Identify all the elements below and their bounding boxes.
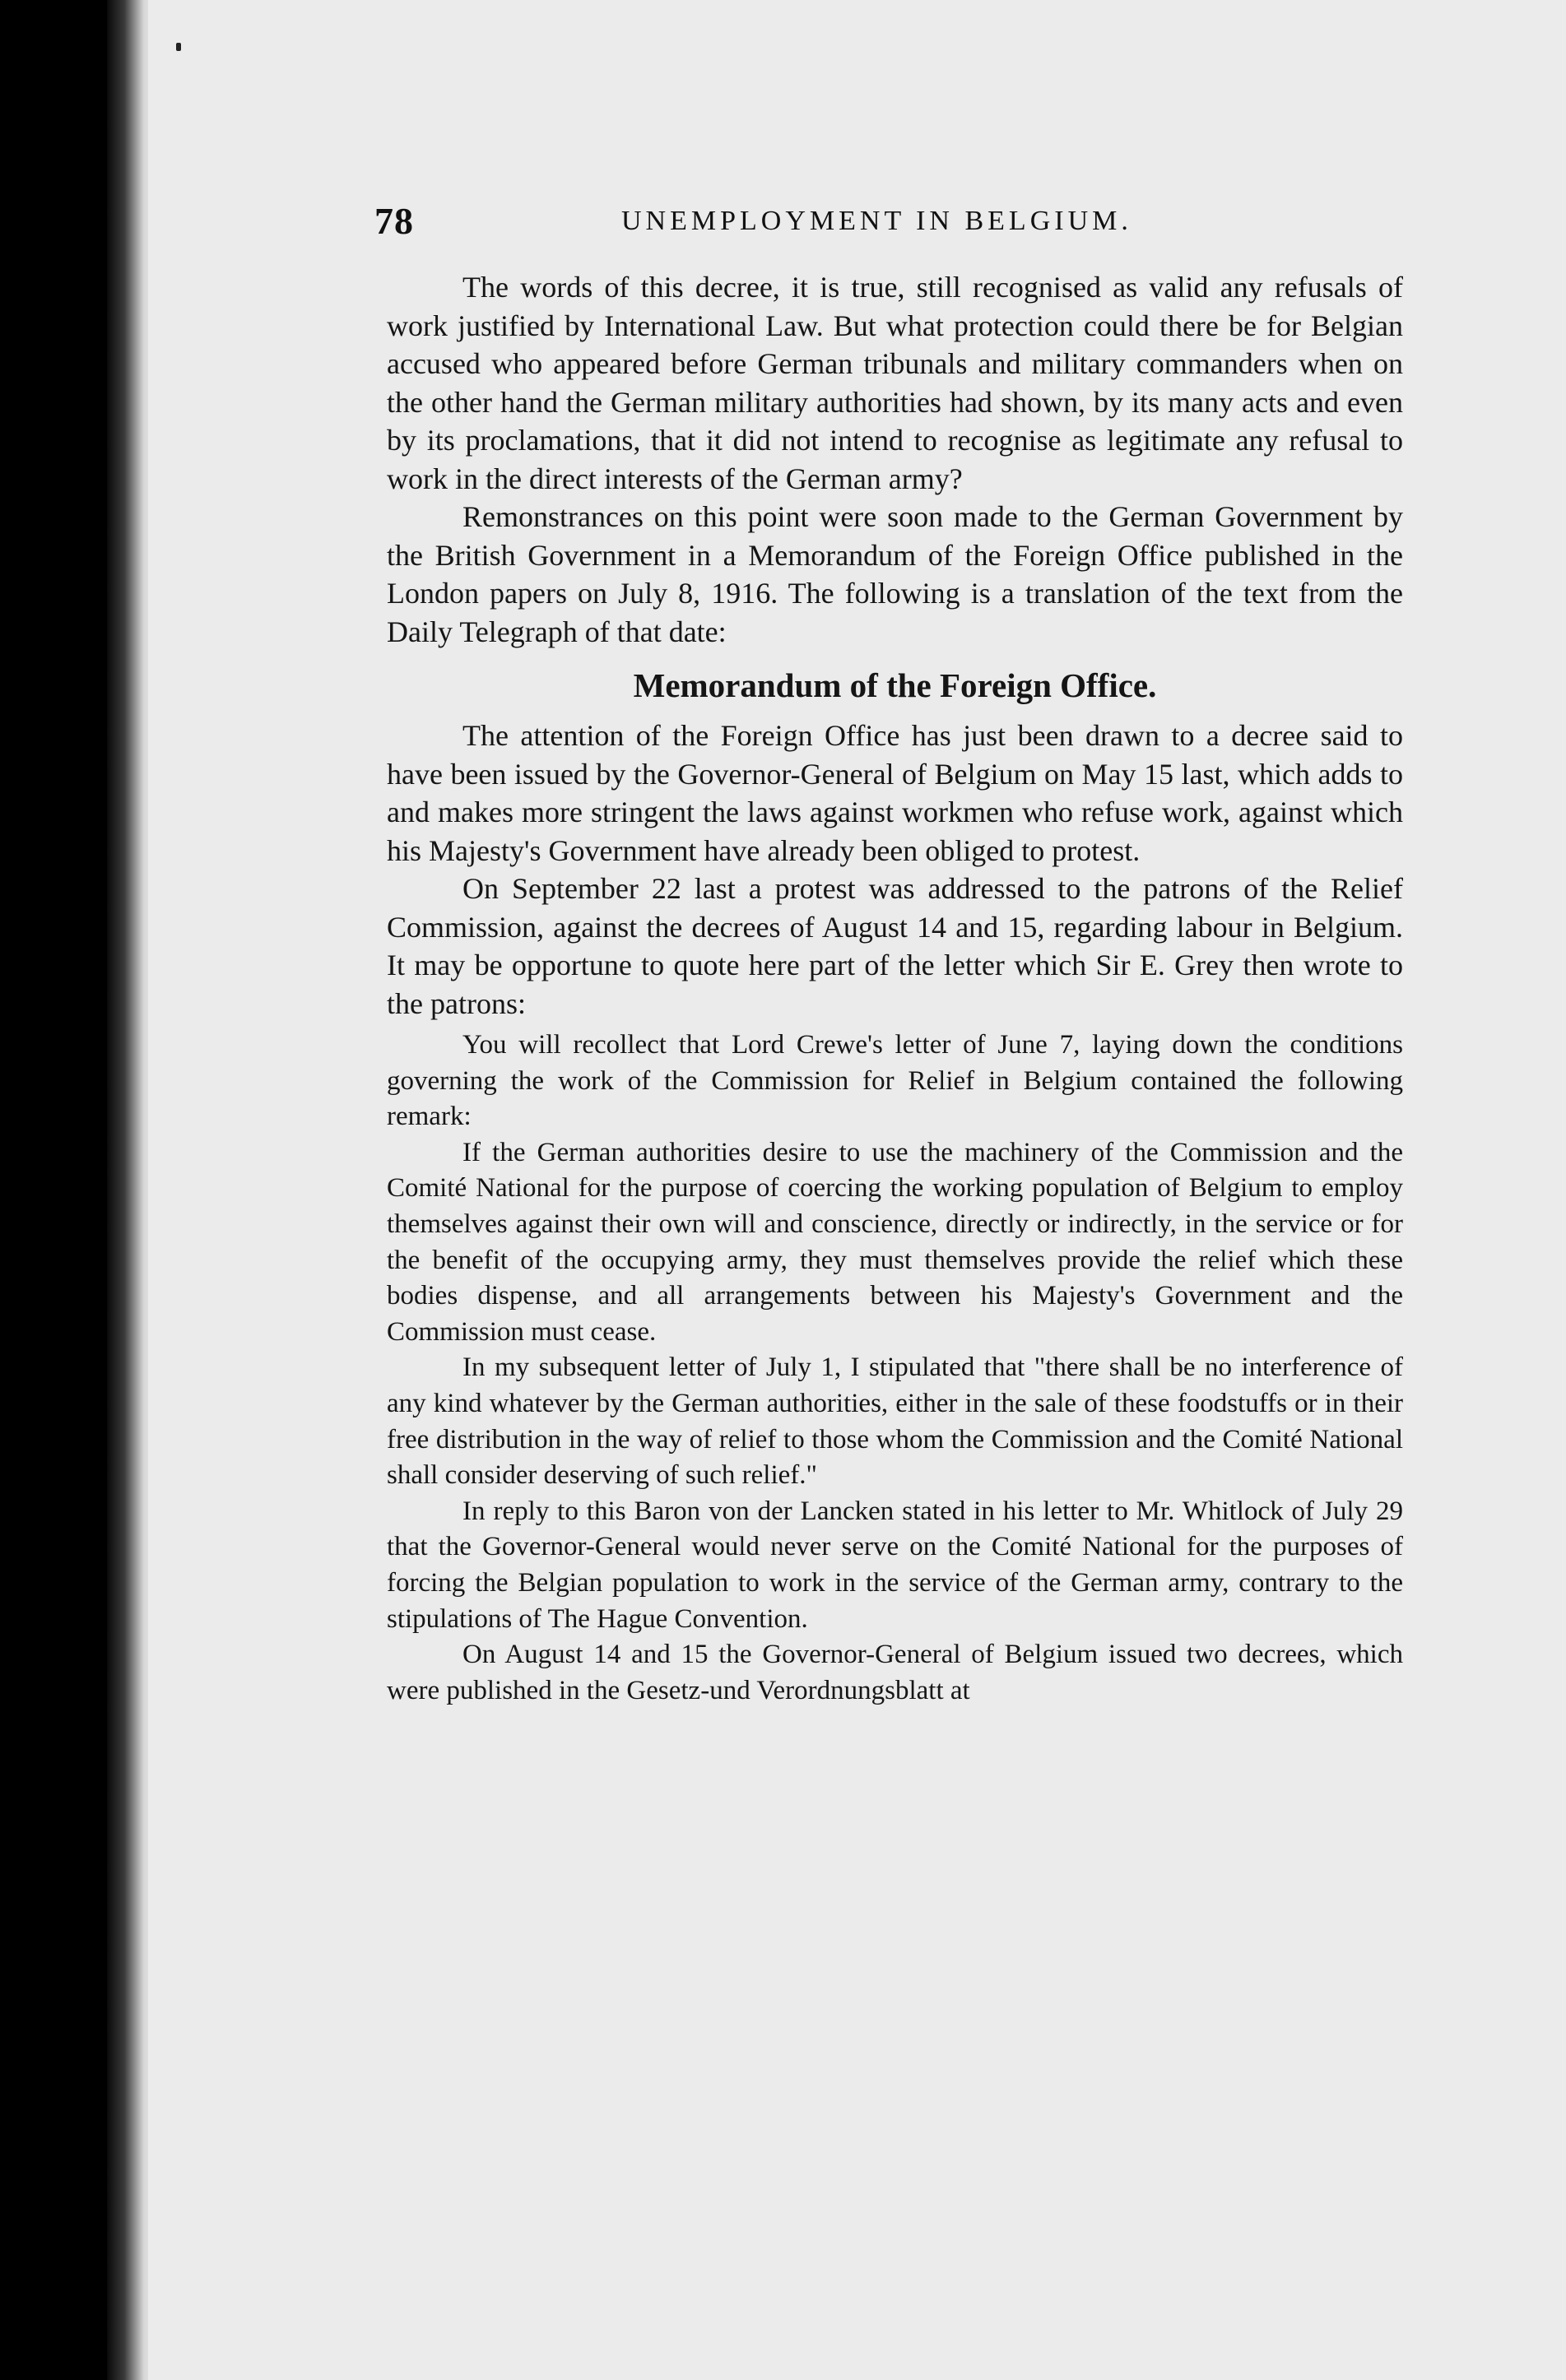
- scan-dust-mark: [176, 43, 181, 51]
- memorandum-heading: Memorandum of the Foreign Office.: [633, 666, 1157, 704]
- page-header: [374, 199, 1403, 248]
- page-body: [387, 268, 1403, 1709]
- quoted-august-decrees: On August 14 and 15 the Governor-General of Belgium issued two decrees, which were published in the Gesetz-und Verordnungsblatt at: [387, 1640, 1403, 1705]
- quoted-letter-july: In my subsequent letter of July 1, I stipulated that "there shall be no interference of any kind whatever by the German authorities, either in the sale of these foodstuffs or in their free distribution in the way of relief to those whom the Commission and the Comité National shall consider deserving of such relief.": [387, 1352, 1403, 1491]
- quoted-letter-crewe: You will recollect that Lord Crewe's letter of June 7, laying down the conditions governing the work of the Commission for Relief in Belgium contained the following remark:: [387, 1030, 1403, 1132]
- running-head: UNEMPLOYMENT IN BELGIUM.: [621, 206, 1132, 236]
- paragraph-memorandum-attention: The attention of the Foreign Office has just been drawn to a decree said to have been issued by the Governor-General of Belgium on May 15 last, which adds to and makes more stringent the laws against workmen who refuse work, against which his Majesty's Government have already been obliged to protest.: [387, 719, 1403, 867]
- paragraph-remonstrances: Remonstrances on this point were soon made to the German Government by the British Government in a Memorandum of the Foreign Office published in the London papers on July 8, 1916. The following is a translation of the text from the Daily Telegraph of that date:: [387, 500, 1403, 648]
- paragraph-september-protest: On September 22 last a protest was addressed to the patrons of the Relief Commission, against the decrees of August 14 and 15, regarding labour in Belgium. It may be opportune to quote here part of the letter which Sir E. Grey then wrote to the patrons:: [387, 872, 1403, 1020]
- quoted-remark-coercion: If the German authorities desire to use the machinery of the Commission and the Comité National for the purpose of coercing the working population of Belgium to employ themselves against their own will and conscience, directly or indirectly, in the service or for the benefit of the occupying army, they must themselves provide the relief which these bodies dispense, and all arrangements between his Majesty's Government and the Commission must cease.: [387, 1137, 1403, 1347]
- quoted-reply-lancken: In reply to this Baron von der Lancken stated in his letter to Mr. Whitlock of July 29 that the Governor-General would never serve on the Comité National for the purposes of forcing the Belgian population to work in the service of the German army, contrary to the stipulations of The Hague Convention.: [387, 1496, 1403, 1634]
- page-number: 78: [374, 200, 414, 242]
- paragraph-decree-words: The words of this decree, it is true, still recognised as valid any refusals of work justified by International Law. But what protection could there be for Belgian accused who appeared before German tribunals and military commanders when on the other hand the German military authorities had shown, by its many acts and even by its proclamations, that it did not intend to recognise as legitimate any refusal to work in the direct interests of the German army?: [387, 271, 1403, 495]
